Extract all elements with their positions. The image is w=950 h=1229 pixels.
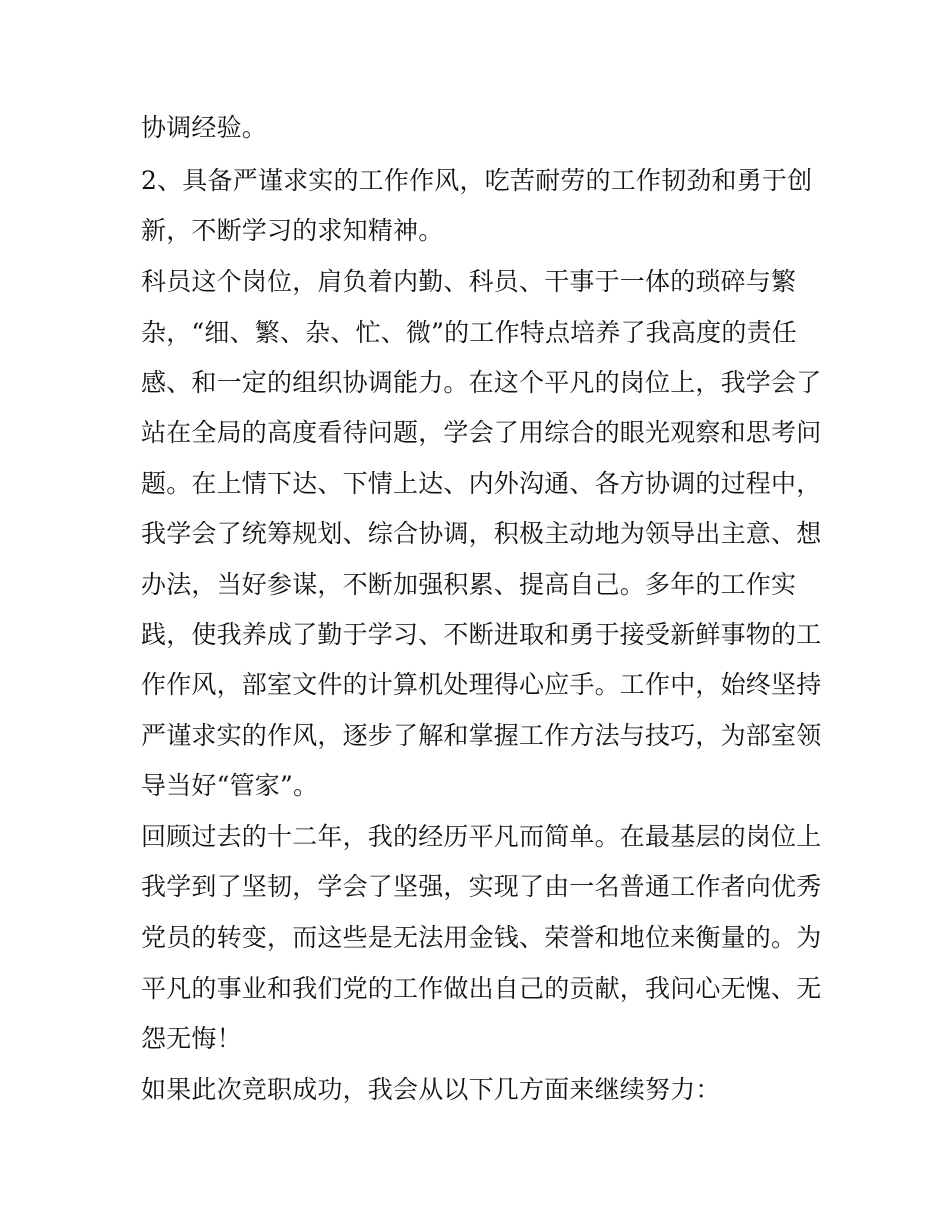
text-line: 践，使我养成了勤于学习、不断进取和勇于接受新鲜事物的工	[141, 620, 822, 649]
text-line: 党员的转变，而这些是无法用金钱、荣誉和地位来衡量的。为	[141, 923, 822, 952]
text-line: 站在全局的高度看待问题，学会了用综合的眼光观察和思考问	[141, 418, 822, 447]
text-line: 办法，当好参谋，不断加强积累、提高自己。多年的工作实	[141, 570, 797, 599]
text-line: 回顾过去的十二年，我的经历平凡而简单。在最基层的岗位上	[141, 822, 822, 851]
text-line: 如果此次竞职成功，我会从以下几方面来继续努力：	[141, 1075, 721, 1104]
text-line: 怨无悔！	[141, 1024, 242, 1053]
text-line: 2、具备严谨求实的工作作风，吃苦耐劳的工作韧劲和勇于创	[141, 166, 813, 195]
text-line: 题。在上情下达、下情上达、内外沟通、各方协调的过程中，	[141, 469, 822, 498]
text-line: 平凡的事业和我们党的工作做出自己的贡献，我问心无愧、无	[141, 974, 822, 1003]
text-line: 杂，“细、繁、杂、忙、微”的工作特点培养了我高度的责任	[141, 318, 797, 347]
text-line: 协调经验。	[141, 113, 268, 142]
text-line: 导当好“管家”。	[141, 771, 319, 800]
text-line: 严谨求实的作风，逐步了解和掌握工作方法与技巧，为部室领	[141, 721, 822, 750]
text-line: 新，不断学习的求知精神。	[141, 216, 444, 245]
text-line: 感、和一定的组织协调能力。在这个平凡的岗位上，我学会了	[141, 368, 822, 397]
text-line: 科员这个岗位，肩负着内勤、科员、干事于一体的琐碎与繁	[141, 267, 797, 296]
text-line: 作作风，部室文件的计算机处理得心应手。工作中，始终坚持	[141, 670, 822, 699]
text-line: 我学到了坚韧，学会了坚强，实现了由一名普通工作者向优秀	[141, 872, 822, 901]
text-line: 我学会了统筹规划、综合协调，积极主动地为领导出主意、想	[141, 519, 822, 548]
